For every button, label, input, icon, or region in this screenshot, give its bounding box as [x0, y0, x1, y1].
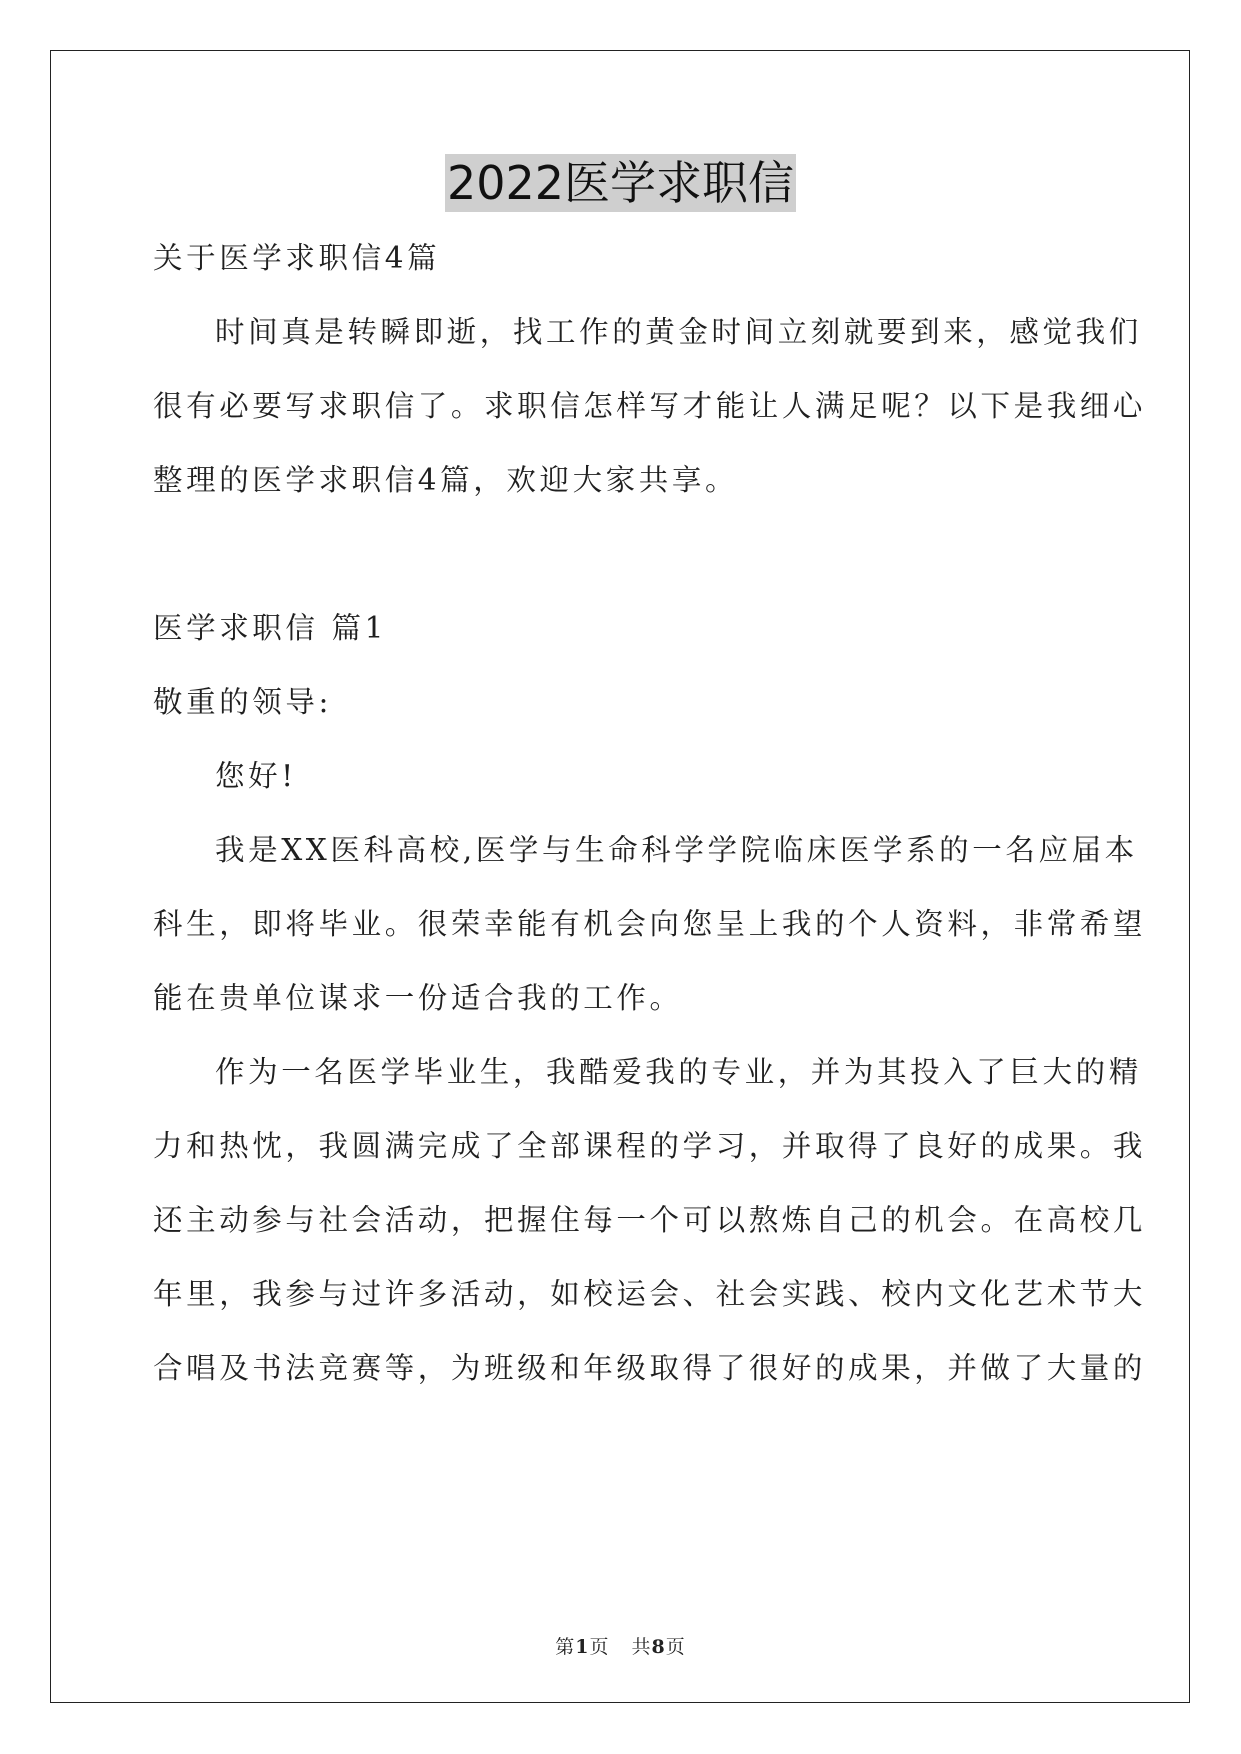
paragraph-line: 很有必要写求职信了。求职信怎样写才能让人满足呢？以下是我细心: [153, 389, 1147, 423]
salutation: 敬重的领导:: [153, 685, 333, 719]
footer-page-prefix: 第: [555, 1636, 576, 1658]
paragraph-line: 我是XX医科高校,医学与生命科学学院临床医学系的一名应届本: [215, 833, 1138, 867]
paragraph-line: 力和热忱，我圆满完成了全部课程的学习，并取得了良好的成果。我: [153, 1129, 1147, 1163]
document-title: 2022医学求职信: [446, 156, 795, 210]
section-heading: 医学求职信 篇1: [153, 611, 387, 645]
paragraph-line: 作为一名医学毕业生，我酷爱我的专业，并为其投入了巨大的精: [215, 1055, 1142, 1089]
title-container: [0, 154, 1241, 212]
footer-page-current: 1: [575, 1636, 590, 1658]
page-border: [50, 50, 1190, 1703]
footer-page-total: 8: [651, 1636, 666, 1658]
document-subtitle: 关于医学求职信4篇: [153, 241, 441, 275]
paragraph-line: 年里，我参与过许多活动，如校运会、社会实践、校内文化艺术节大: [153, 1277, 1147, 1311]
paragraph-line: 能在贵单位谋求一份适合我的工作。: [153, 981, 683, 1015]
footer-page-suffix: 页: [589, 1636, 610, 1658]
greeting: 您好!: [215, 759, 297, 793]
paragraph-line: 还主动参与社会活动，把握住每一个可以熬炼自己的机会。在高校几: [153, 1203, 1147, 1237]
paragraph-line: 整理的医学求职信4篇，欢迎大家共享。: [153, 463, 739, 497]
footer-total-suffix: 页: [665, 1636, 686, 1658]
footer-total-prefix: 共: [631, 1636, 652, 1658]
paragraph-line: 科生，即将毕业。很荣幸能有机会向您呈上我的个人资料，非常希望: [153, 907, 1147, 941]
paragraph-line: 时间真是转瞬即逝，找工作的黄金时间立刻就要到来，感觉我们: [215, 315, 1142, 349]
paragraph-line: 合唱及书法竞赛等，为班级和年级取得了很好的成果，并做了大量的: [153, 1351, 1147, 1385]
page-footer: [0, 1632, 1241, 1659]
